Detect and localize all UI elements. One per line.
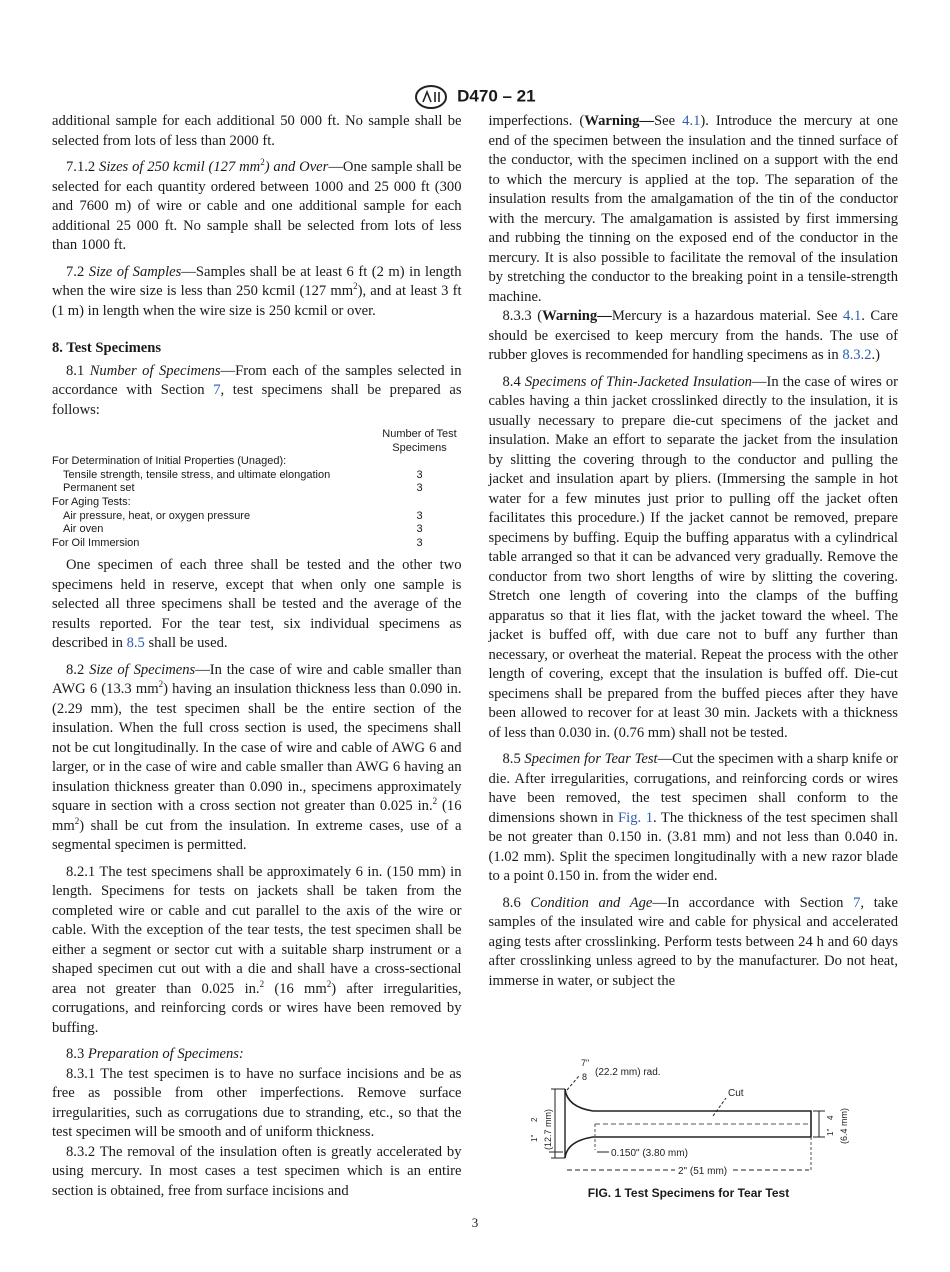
radius-fraction-num: 7" [580, 1057, 589, 1068]
text-run: 8.1 [66, 362, 90, 379]
text-run: additional sample for each additional 50 000 ft. No sample shall be selected from lots of less than 2000 ft. [52, 113, 462, 149]
row-value: 3 [416, 468, 423, 481]
paragraph [52, 661, 462, 856]
row-label: Tensile strength, tensile stress, and ultimate elongation [63, 468, 331, 481]
text-run: —In the case of wire and cable smaller than AWG 6 (13.3 mm [52, 661, 462, 698]
superscript: 2 [353, 281, 358, 292]
paragraph [489, 373, 899, 744]
paragraph [52, 863, 462, 1039]
text-run: —In accordance with Section [652, 894, 854, 911]
warning-label: Warning— [584, 113, 655, 129]
row-label: For Determination of Initial Properties (Unaged): [52, 455, 287, 468]
page-header [0, 84, 950, 110]
text-run: .) [871, 347, 881, 363]
paragraph-title: Number of Specimens [89, 362, 221, 379]
text-run: 8.3.3 ( [502, 308, 543, 324]
superscript: 2 [259, 978, 265, 989]
offset-label: 0.150" (3.80 mm) [610, 1147, 688, 1159]
warning-label: Warning— [542, 308, 612, 324]
cross-reference-link[interactable]: Fig. 1 [618, 809, 653, 826]
superscript: 2 [158, 679, 164, 690]
text-run: Mercury is a hazardous material. See [611, 308, 844, 324]
left-fraction-num: 1" [529, 1134, 539, 1142]
text-run: 8.2.1 The test specimens shall be approximately 6 in. (150 mm) in length. Specimens for tests on jackets shall be taken from the completed wire or cable and cut parallel to the axis of the wire or cable. With the exception of the tear tests, the test specimen shall be either a segment or sector cut with a suitable sharp instrument or a shaped specimen cut out with a die and shall have a cross-sectional area not greater than 0.025 in. [52, 863, 462, 997]
text-run: 8.5 [502, 751, 525, 767]
figure-caption: FIG. 1 Test Specimens for Tear Test [587, 1186, 790, 1201]
left-dimension-mm: (12.7 mm) [542, 1108, 553, 1150]
section-heading: 8. Test Specimens [52, 340, 162, 356]
table-row [52, 496, 462, 510]
paragraph-title: Sizes of 250 kcmil (127 mm [99, 159, 261, 175]
paragraph [52, 1045, 462, 1065]
paragraph [52, 1065, 462, 1143]
text-run: One specimen of each three shall be tested and the other two specimens held in reserve, except that when only one sample is selected all three specimens shall be tested and the average of the results reported. For the tear test, six individual specimens as described in [52, 557, 462, 652]
right-dimension-mm: (6.4 mm) [838, 1107, 849, 1144]
table-row [52, 537, 462, 551]
row-label: Air pressure, heat, or oxygen pressure [63, 509, 251, 522]
length-label: 2" (51 mm) [677, 1165, 727, 1176]
text-run: 8.2 [66, 661, 90, 678]
text-run: ), and at least 3 ft (1 m) in length when the wire size is 250 kcmil or over. [52, 283, 462, 319]
text-run: , take samples of the insulated wire and cable for physical and accelerated aging tests after crosslinking. Perform tests between 24 h and 60 days after crosslinking unless agreed to by the manufacturer. Do not heat, immerse in water, or subject the [488, 894, 898, 989]
text-run: , test specimens shall be prepared as follows: [52, 382, 462, 418]
superscript: 2 [74, 815, 80, 826]
text-run: See [654, 113, 683, 129]
text-run: . Care should be exercised to keep mercury from the hands. The use of rubber gloves is recommended for handling specimens as in [488, 308, 898, 363]
paragraph-title: Condition and Age [530, 894, 653, 911]
cross-reference-link[interactable]: 7 [213, 382, 221, 398]
row-value: 3 [416, 536, 423, 549]
left-column [52, 112, 462, 1201]
text-run: —Samples shall be at least 6 ft (2 m) in length when the wire size is less than 250 kcmil (127 mm [52, 263, 462, 299]
paragraph [489, 307, 899, 366]
text-run: imperfections. ( [488, 113, 585, 129]
right-column [489, 112, 899, 1201]
tear-specimen-diagram [527, 1026, 857, 1176]
row-label: Permanent set [63, 482, 135, 495]
text-run: 8.3.1 The test specimen is to have no surface incisions and be as free as possible from other imperfections. Remove surface irregularities, such as corrugations due to stranding, etc., so that the test specimen will be smooth and of uniform thickness. [52, 1065, 462, 1141]
specimen-count-table [52, 428, 462, 550]
table-row [52, 523, 462, 537]
row-label: Air oven [63, 523, 104, 536]
cut-label: Cut [727, 1087, 744, 1099]
paragraph [52, 158, 462, 256]
table-row [52, 455, 462, 469]
paragraph-title: Specimen for Tear Test [524, 751, 658, 767]
text-run: —One sample shall be selected for each quantity ordered between 1000 and 25 000 ft (300 and 7600 m) of wire or cable and one additional sample for each additional 25 000 ft. No sample shall be selected from lots of less than 1000 ft. [52, 159, 462, 253]
row-value [378, 455, 462, 469]
paragraph [489, 750, 899, 887]
paragraph [489, 112, 899, 307]
superscript: 2 [326, 978, 332, 989]
paragraph [52, 1143, 462, 1202]
row-value: 3 [416, 482, 423, 495]
text-run: —In the case of wires or cables having a thin jacket crosslinked directly to the insulation, it is usually necessary to prepare die-cut specimens of the jacket and insulation. Make an effort to separate the jacket from the insulation by slitting the covering through to the conductor and pulling the jacket and insulation apart by pliers. (Immersing the sample in hot water for a few minutes just prior to pulling off the jacket often facilitates this procedure.) If the jacket cannot be removed, prepare specimens by buffing. Equip the buffing apparatus with a cylindrical table arranged so that it can be advanced very gradually. Remove the conductor from two short lengths of wire by slitting the covering. Stretch one length of covering into the clamps of the buffing apparatus so that it lies flat, with the jacket toward the wheel. The jacket is buffed off, with due care not to buff any further than necessary, or overheat the material. Repeat the process with the other length of covering, except that the insulation is buffed off. Die-cut specimens shall be prepared from the buffed pieces after they have been allowed to recover for at least 30 min. Jackets with a thickness of less than 0.030 in. (0.76 mm) shall not be tested. [488, 373, 899, 741]
paragraph-title: Size of Samples [88, 263, 182, 280]
paragraph [52, 112, 462, 151]
text-run: 8.6 [502, 894, 531, 911]
table-row [52, 469, 462, 483]
row-label: For Aging Tests: [52, 495, 131, 508]
table-header: Number of Test Specimens [382, 428, 457, 454]
text-run: ). Introduce the mercury at one end of the specimen between the insulation and the tinned surface of the conductor, with the specimen inclined on a support with the end to which the mercury is applied at the top. The separation of the insulation results from the amalgamation of the tin of the conductor with the mercury. The amalgamation is assisted by first immersing and rubbing the tinning on the exposed end of the conductor in the mercury. It is also possible to facilitate the removal of the insulation by stretching the conductor to the breaking point in a tensile-strength machine. [488, 113, 898, 305]
figure-1 [527, 1002, 867, 1202]
text-run: (16 mm [264, 980, 327, 997]
text-run: —From each of the samples selected in accordance with Section [52, 362, 462, 398]
table-row [52, 482, 462, 496]
cross-reference-link[interactable]: 4.1 [843, 308, 862, 324]
text-run: 8.3.2 The removal of the insulation often is greatly accelerated by using mercury. In most cases a test specimen which is an entire section is obtained, free from surface incisions and [52, 1143, 462, 1199]
right-fraction-num: 1" [825, 1128, 835, 1136]
table-row [52, 510, 462, 524]
row-label: For Oil Immersion [52, 536, 140, 549]
paragraph [52, 362, 462, 421]
row-value: 3 [416, 509, 423, 522]
document-designation: D470 – 21 [457, 86, 536, 106]
page-number: 3 [471, 1215, 479, 1231]
cross-reference-link[interactable]: 7 [853, 894, 861, 911]
text-run: shall be used. [144, 635, 228, 652]
astm-logo-icon [414, 84, 448, 110]
text-run: 8.4 [502, 373, 525, 390]
radius-label: (22.2 mm) rad. [594, 1066, 661, 1078]
right-fraction-den: 4 [825, 1115, 835, 1120]
paragraph [52, 556, 462, 654]
radius-fraction-den: 8 [581, 1071, 587, 1082]
text-run: 7.2 [66, 263, 89, 280]
row-value [378, 496, 462, 510]
text-run: ) shall be cut from the insulation. In extreme cases, use of a segmental specimen is permitted. [52, 817, 462, 854]
paragraph-title: Specimens of Thin-Jacketed Insulation [524, 373, 752, 390]
cross-reference-link[interactable]: 4.1 [682, 113, 701, 129]
paragraph [52, 263, 462, 322]
text-run: 8.3 [66, 1046, 88, 1063]
paragraph-title: Size of Specimens [89, 661, 196, 678]
left-fraction-den: 2 [529, 1117, 539, 1122]
paragraph-title: ) and Over [264, 159, 329, 175]
text-run: ) after irregularities, corrugations, and reinforcing cords or wires have been removed by buffing. [52, 980, 462, 1036]
text-run: 7.1.2 [66, 159, 100, 175]
superscript: 2 [260, 157, 265, 168]
superscript: 2 [432, 796, 438, 807]
text-run: . The thickness of the test specimen shall be not greater than 0.150 in. (3.81 mm) and not less than 0.040 in. (1.02 mm). Split the specimen longitudinally with a new razor blade to a point 0.150 in. from the wider end. [488, 809, 899, 884]
text-run: —Cut the specimen with a sharp knife or die. After irregularities, corrugations, and reinforcing cords or wires have been removed, the test specimen shall conform to the dimensions shown in [488, 751, 898, 826]
cross-reference-link[interactable]: 8.3.2 [842, 347, 872, 363]
cross-reference-link[interactable]: 8.5 [126, 635, 145, 652]
paragraph-title: Preparation of Specimens: [87, 1046, 244, 1063]
paragraph [489, 894, 899, 992]
text-run: (16 mm [52, 798, 462, 834]
row-value: 3 [416, 523, 423, 536]
text-run: ) having an insulation thickness less than 0.090 in. (2.29 mm), the test specimen shall be the entire section of the insulation. When the full cross section is used, the specimens shall not be cut longitudinally. In the case of wire and cable of AWG 6 and larger, or in the case of wire and cable smaller than AWG 6 having an insulation thickness greater than 0.090 in., specimens approximately square in section with a cross section not greater than 0.025 in. [52, 681, 462, 815]
